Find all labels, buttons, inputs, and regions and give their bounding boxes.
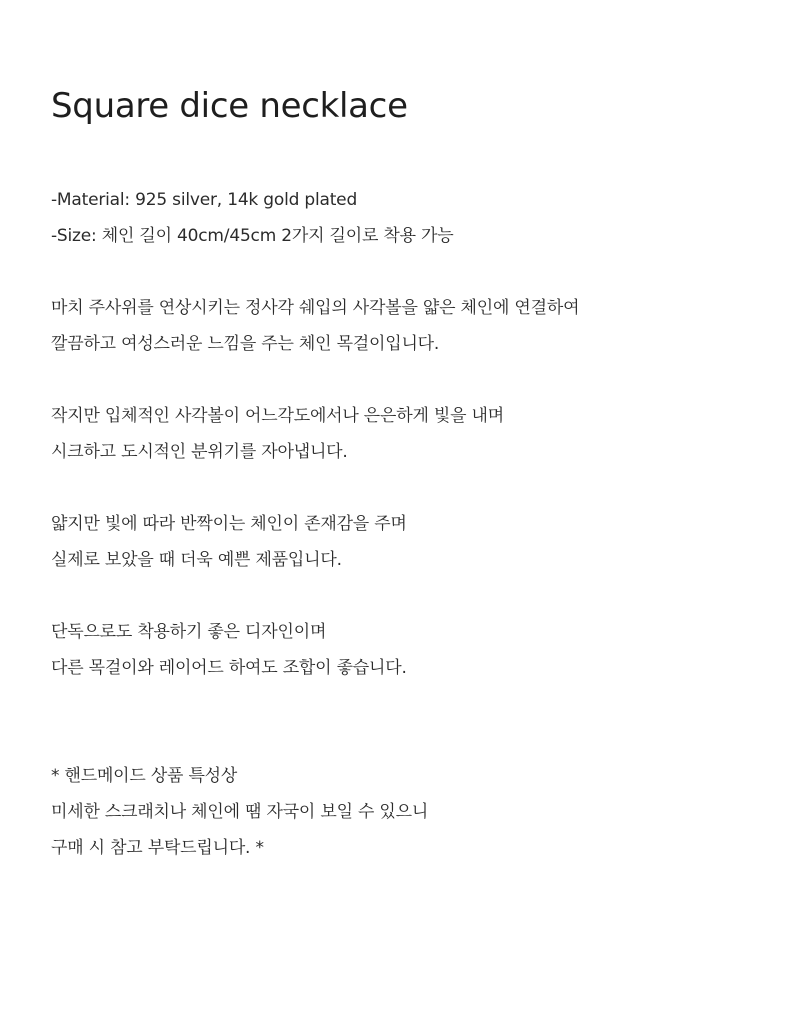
description-paragraph [51, 506, 407, 578]
notice-line: 미세한 스크래치나 체인에 땜 자국이 보일 수 있으니 [51, 802, 429, 822]
notice-line: * 핸드메이드 상품 특성상 [51, 766, 238, 786]
notice-line: 구매 시 참고 부탁드립니다. * [51, 838, 264, 858]
description-line: 단독으로도 착용하기 좋은 디자인이며 [51, 622, 327, 642]
description-line: 얇지만 빛에 따라 반짝이는 체인이 존재감을 주며 [51, 514, 407, 534]
spec-material: -Material: 925 silver, 14k gold plated [51, 190, 358, 210]
spec-list [51, 182, 454, 254]
handmade-notice [51, 758, 428, 866]
description-line: 다른 목걸이와 레이어드 하여도 조합이 좋습니다. [51, 658, 407, 678]
description-line: 실제로 보았을 때 더욱 예쁜 제품입니다. [51, 550, 342, 570]
description-paragraph [51, 290, 579, 362]
description-line: 마치 주사위를 연상시키는 정사각 쉐입의 사각볼을 얇은 체인에 연결하여 [51, 298, 580, 318]
spec-size: -Size: 체인 길이 40cm/45cm 2가지 길이로 착용 가능 [51, 226, 454, 246]
product-title: Square dice necklace [51, 86, 408, 126]
description-line: 깔끔하고 여성스러운 느낌을 주는 체인 목걸이입니다. [51, 334, 440, 354]
description-line: 시크하고 도시적인 분위기를 자아냅니다. [51, 442, 348, 462]
description-paragraph [51, 398, 504, 470]
description-line: 작지만 입체적인 사각볼이 어느각도에서나 은은하게 빛을 내며 [51, 406, 504, 426]
description-paragraph [51, 614, 407, 686]
